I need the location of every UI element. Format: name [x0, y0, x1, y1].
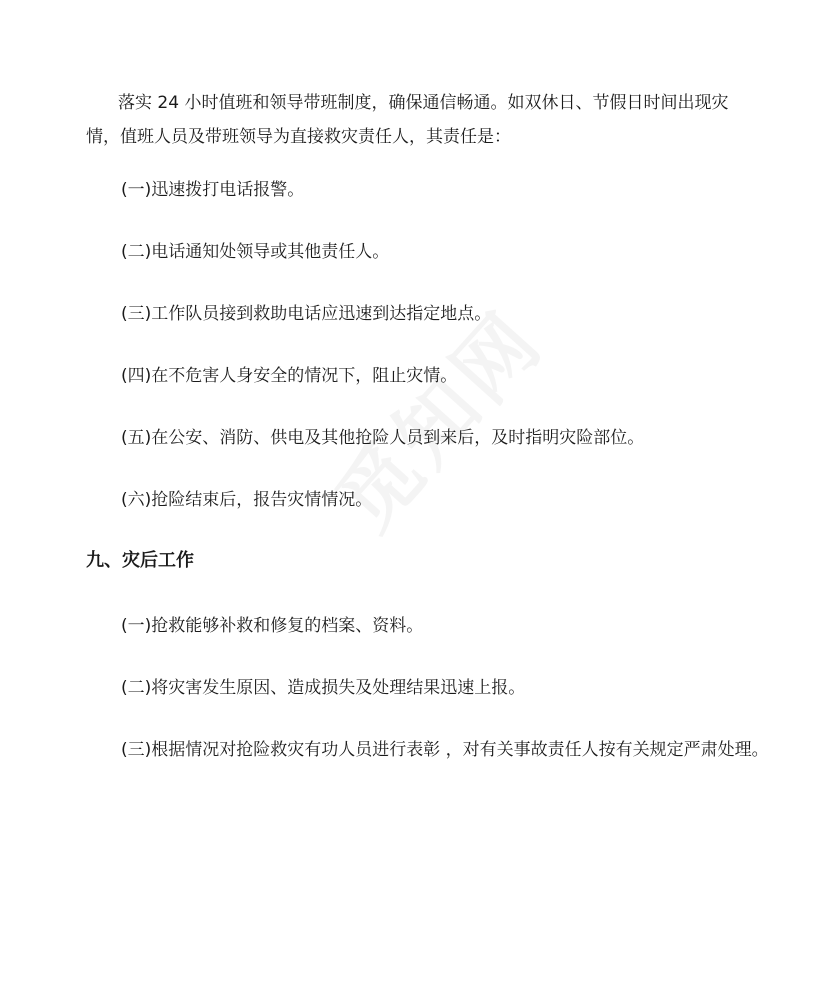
duty-item-4: (四)在不危害人身安全的情况下，阻止灾情。	[121, 366, 458, 386]
duty-item-2: (二)电话通知处领导或其他责任人。	[121, 242, 390, 262]
intro-text: 落实 24 小时值班和领导带班制度，确保通信畅通。如双休日、节假日时间出现灾情，值班人员及带班领导为直接救灾责任人，其责任是：	[86, 93, 729, 147]
aftermath-item-2: (二)将灾害发生原因、造成损失及处理结果迅速上报。	[121, 678, 526, 698]
duty-item-6: (六)抢险结束后，报告灾情情况。	[121, 490, 373, 510]
duty-item-1: (一)迅速拨打电话报警。	[121, 180, 305, 200]
aftermath-item-1: (一)抢救能够补救和修复的档案、资料。	[121, 616, 424, 636]
section-heading: 九、灾后工作	[86, 550, 194, 571]
intro-paragraph	[86, 86, 756, 154]
duty-item-3: (三)工作队员接到救助电话应迅速到达指定地点。	[121, 304, 492, 324]
duty-item-5: (五)在公安、消防、供电及其他抢险人员到来后，及时指明灾险部位。	[121, 428, 645, 448]
aftermath-item-3: (三)根据情况对抢险救灾有功人员进行表彰 ，对有关事故责任人按有关规定严肃处理。	[121, 740, 769, 760]
